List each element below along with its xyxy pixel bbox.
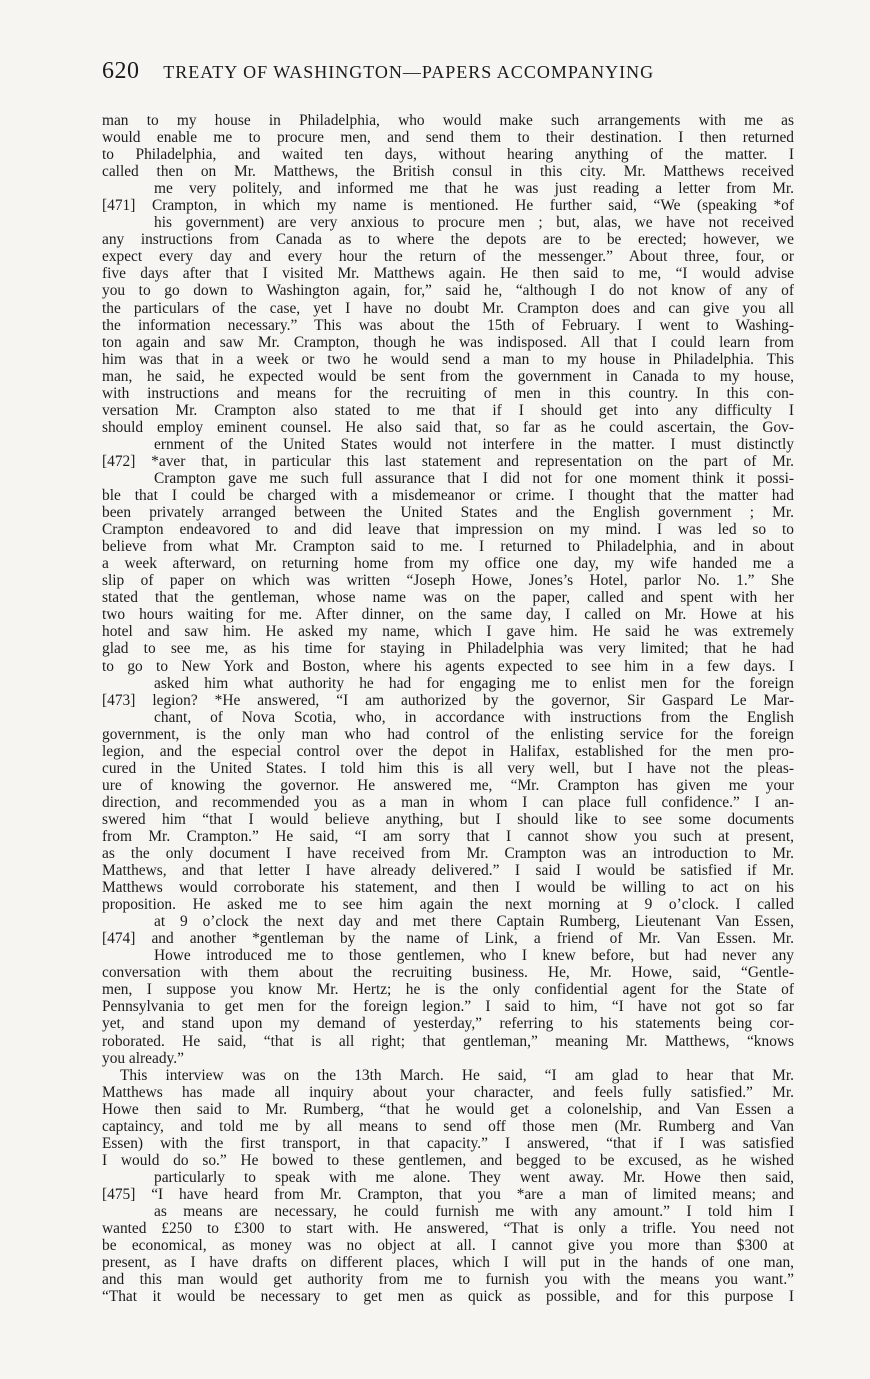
text-line: [472] *aver that, in particular this last statement and representation on the part of Mr. xyxy=(102,452,794,470)
text-line: direction, and recommended you as a man in whom I can place full confidence.” I an- xyxy=(102,793,794,811)
text-line: men, I suppose you know Mr. Hertz; he is the only confidential agent for the State of xyxy=(102,981,794,999)
text-line: ble that I could be charged with a misdemeanor or crime. I thought that the matter had xyxy=(102,487,794,505)
text-line: expect every day and every hour the return of the messenger.” About three, four, or xyxy=(102,248,794,266)
text-line: me very politely, and informed me that he was just reading a letter from Mr. xyxy=(154,180,794,198)
text-line: roborated. He said, “that is all right; that gentleman,” meaning Mr. Matthews, “knows xyxy=(102,1032,794,1050)
text-line: ure of knowing the governor. He answered me, “Mr. Crampton has given me your xyxy=(102,776,794,794)
text-line: chant, of Nova Scotia, who, in accordance with instructions from the English xyxy=(154,708,794,726)
text-line: the particulars of the case, yet I have no doubt Mr. Crampton does and can give you all xyxy=(102,299,794,317)
text-line: This interview was on the 13th March. He said, “I am glad to hear that Mr. xyxy=(120,1066,794,1084)
text-line: [471] Crampton, in which my name is mentioned. He further said, “We (speaking *of xyxy=(102,197,794,215)
text-line: to go to New York and Boston, where his agents expected to see him in a few days. I xyxy=(102,657,794,675)
text-line: “That it would be necessary to get men as quick as possible, and for this purpose I xyxy=(102,1288,794,1306)
text-line: Howe then said to Mr. Rumberg, “that he would get a colonelship, and Van Essen a xyxy=(102,1100,794,1118)
text-line: swered him “that I would believe anything, but I should like to see some documents xyxy=(102,810,794,828)
text-line: ton again and saw Mr. Crampton, though he was indisposed. All that I could learn from xyxy=(102,333,794,351)
text-line: slip of paper on which was written “Joseph Howe, Jones’s Hotel, parlor No. 1.” She xyxy=(102,572,794,590)
text-line: five days after that I visited Mr. Matthews again. He then said to me, “I would advise xyxy=(102,265,794,283)
text-line: as the only document I have received from Mr. Crampton was an introduction to Mr. xyxy=(102,845,794,863)
text-line: you to go down to Washington again, for,” said he, “although I do not know of any of xyxy=(102,282,794,300)
text-line: I would do so.” He bowed to these gentlemen, and begged to be excused, as he wished xyxy=(102,1151,794,1169)
text-line: [473] legion? *He answered, “I am authorized by the governor, Sir Gaspard Le Mar- xyxy=(102,691,794,709)
text-line: and this man would get authority from me to furnish you with the means you want.” xyxy=(102,1271,794,1289)
text-line: government, is the only man who had control of the enlisting service for the foreign xyxy=(102,725,794,743)
text-line: proposition. He asked me to see him again the next morning at 9 o’clock. I called xyxy=(102,896,794,914)
text-line: man to my house in Philadelphia, who would make such arrangements with me as xyxy=(102,112,794,129)
text-line: present, as I have drafts on different places, which I will put in the hands of one man, xyxy=(102,1254,794,1272)
text-line: you already.” xyxy=(102,1049,184,1067)
body-text xyxy=(102,112,794,1305)
text-line: Pennsylvania to get men for the foreign legion.” I said to him, “I have not got so far xyxy=(102,998,794,1016)
text-line: captaincy, and told me by all means to send off those men (Mr. Rumberg and Van xyxy=(102,1117,794,1135)
text-line: as means are necessary, he could furnish me with any amount.” I told him I xyxy=(154,1203,794,1220)
text-line: two hours waiting for me. After dinner, on the same day, I called on Mr. Howe at his xyxy=(102,606,794,624)
page-number: 620 xyxy=(102,58,140,84)
text-line: [474] and another *gentleman by the name of Link, a friend of Mr. Van Essen. Mr. xyxy=(102,930,794,948)
text-line: legion, and the especial control over the depot in Halifax, established for the men pro- xyxy=(102,742,794,760)
text-line: believe from what Mr. Crampton said to me. I returned to Philadelphia, and in about xyxy=(102,538,794,556)
text-line: Crampton endeavored to and did leave that impression on my mind. I was led so to xyxy=(102,521,794,539)
text-line: glad to see me, as his time for staying in Philadelphia was very limited; that he had xyxy=(102,640,794,658)
text-line: to Philadelphia, and waited ten days, without hearing anything of the matter. I xyxy=(102,146,794,164)
text-line: at 9 o’clock the next day and met there Captain Rumberg, Lieutenant Van Essen, xyxy=(154,913,794,931)
text-line: the information necessary.” This was about the 15th of February. I went to Washing- xyxy=(102,316,794,334)
text-line: should employ eminent counsel. He also said that, so far as he could ascertain, the Gov- xyxy=(102,418,794,436)
text-line: Matthews would corroborate his statement, and then I would be willing to act on his xyxy=(102,879,794,897)
text-line: his government) are very anxious to procure men ; but, alas, we have not received xyxy=(154,214,794,232)
text-line: [475] “I have heard from Mr. Crampton, that you *are a man of limited means; and xyxy=(102,1185,794,1203)
text-line: man, he said, he expected would be sent from the government in Canada to my house, xyxy=(102,367,794,385)
text-line: called then on Mr. Matthews, the British consul in this city. Mr. Matthews received xyxy=(102,163,794,181)
text-line: Matthews has made all inquiry about your character, and feels fully satisfied.” Mr. xyxy=(102,1083,794,1101)
text-line: from Mr. Crampton.” He said, “I am sorry that I cannot show you such at present, xyxy=(102,827,794,845)
text-line: ernment of the United States would not interfere in the matter. I must distinctly xyxy=(154,435,794,453)
text-line: particularly to speak with me alone. They went away. Mr. Howe then said, xyxy=(154,1168,794,1186)
text-line: with instructions and means for the recruiting of men in this country. In this con- xyxy=(102,384,794,402)
running-header xyxy=(102,58,792,85)
text-line: Matthews, and that letter I have already delivered.” I said I would be satisfied if Mr. xyxy=(102,862,794,880)
text-line: a week afterward, on returning home from my office one day, my wife handed me a xyxy=(102,555,794,573)
text-line: wanted £250 to £300 to start with. He answered, “That is only a trifle. You need not xyxy=(102,1220,794,1238)
text-line: versation Mr. Crampton also stated to me that if I should get into any difficulty I xyxy=(102,401,794,419)
text-line: any instructions from Canada as to where the depots are to be erected; however, we xyxy=(102,231,794,249)
text-line: would enable me to procure men, and send them to their destination. I then returned xyxy=(102,129,794,147)
running-title: TREATY OF WASHINGTON—PAPERS ACCOMPANYING xyxy=(163,62,655,82)
text-line: him was that in a week or two he would send a man to my house in Philadelphia. This xyxy=(102,350,794,368)
text-line: conversation with them about the recruiting business. He, Mr. Howe, said, “Gentle- xyxy=(102,964,794,982)
text-line: Howe introduced me to those gentlemen, who I knew before, but had never any xyxy=(154,947,794,965)
text-line: Crampton gave me such full assurance that I did not for one moment think it possi- xyxy=(154,469,794,487)
text-line: Essen) with the first transport, in that capacity.” I answered, “that if I was satisfied xyxy=(102,1134,794,1152)
text-line: hotel and saw him. He asked my name, which I gave him. He said he was extremely xyxy=(102,623,794,641)
text-line: been privately arranged between the United States and the English government ; Mr. xyxy=(102,504,794,522)
text-line: yet, and stand upon my demand of yesterday,” referring to his statements being cor- xyxy=(102,1015,794,1033)
text-line: cured in the United States. I told him this is all very well, but I have not the pleas- xyxy=(102,759,794,777)
text-line: be economical, as money was no object at all. I cannot give you more than $300 at xyxy=(102,1237,794,1255)
text-line: stated that the gentleman, whose name was on the paper, called and spent with her xyxy=(102,589,794,607)
text-line: asked him what authority he had for engaging me to enlist men for the foreign xyxy=(154,674,794,692)
